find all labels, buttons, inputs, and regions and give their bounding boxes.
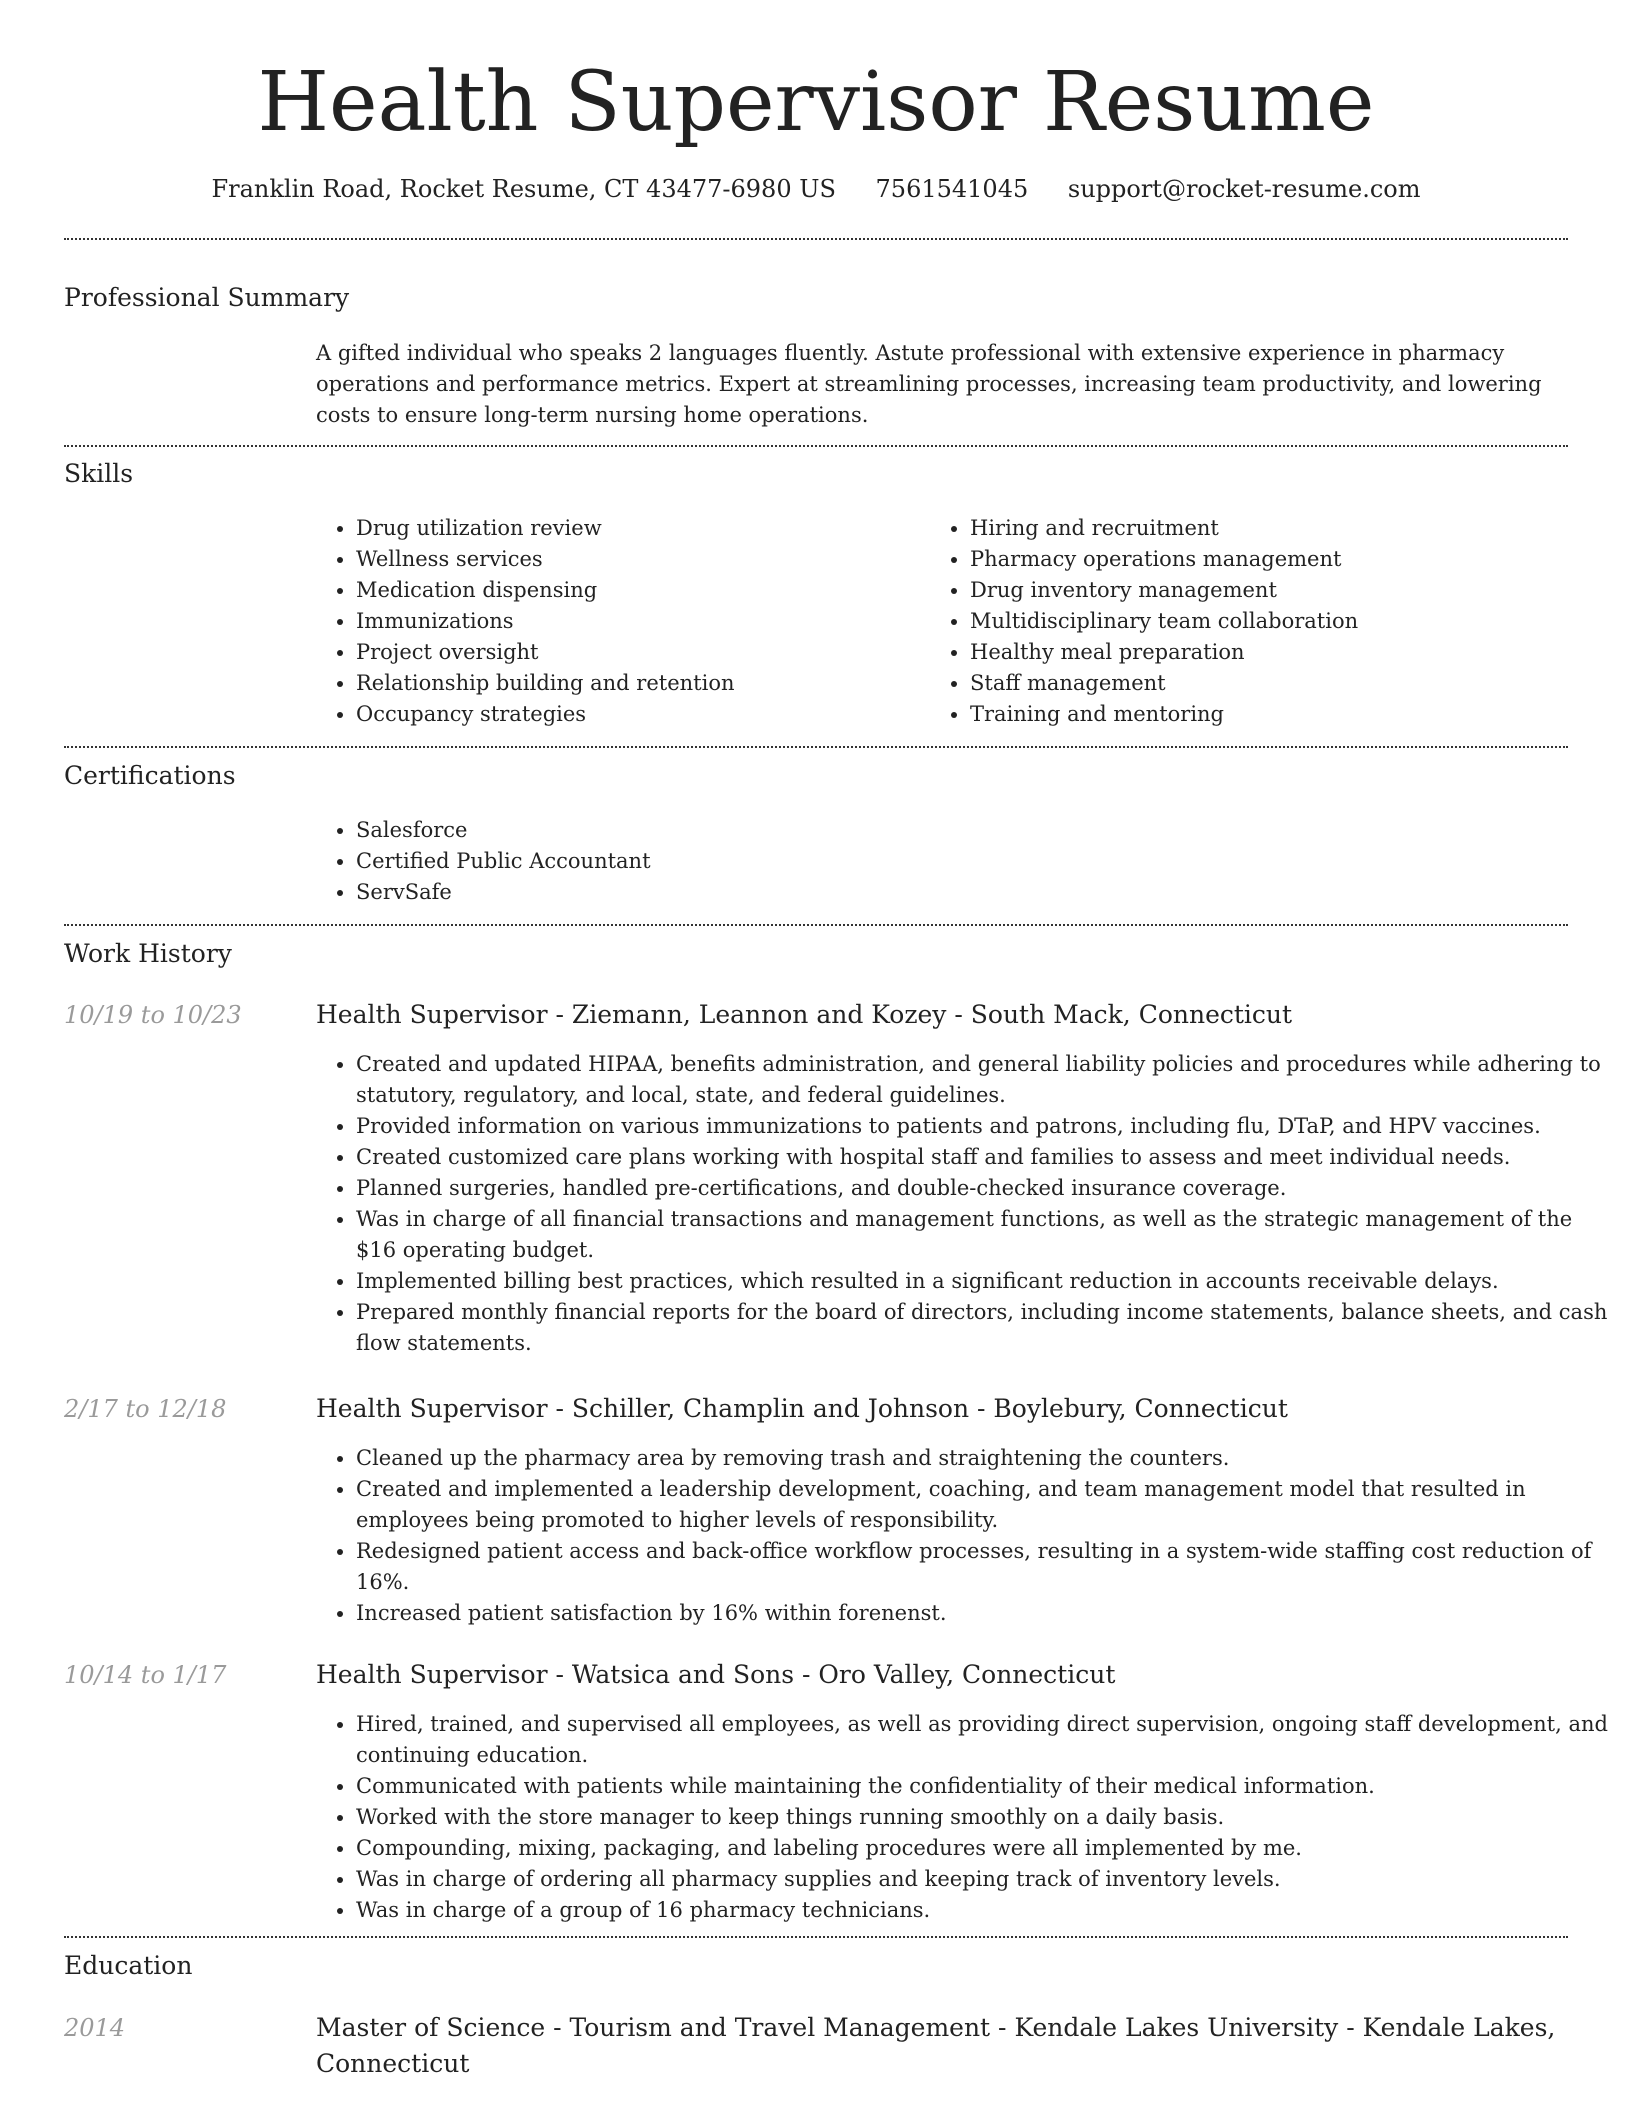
section-divider	[64, 924, 1568, 926]
job-bullets	[312, 1049, 1612, 1359]
work-history-heading: Work History	[64, 939, 232, 968]
job-date: 10/14 to 1/17	[64, 1661, 227, 1689]
list-item: • Communicated with patients while maintaining the confidentiality of their medical information.	[356, 1771, 1612, 1802]
education-date: 2014	[64, 2014, 126, 2042]
list-item: • Multidisciplinary team collaboration	[970, 606, 1610, 637]
list-item: • Created and implemented a leadership development, coaching, and team management model that resulted in employees being promoted to higher levels of responsibility.	[356, 1474, 1612, 1536]
contact-address: Franklin Road, Rocket Resume, CT 43477-6980 US	[211, 175, 836, 203]
job-bullets	[312, 1443, 1612, 1629]
list-item: • Worked with the store manager to keep things running smoothly on a daily basis.	[356, 1802, 1612, 1833]
list-item: • Was in charge of a group of 16 pharmacy technicians.	[356, 1895, 1612, 1926]
list-item: • Salesforce	[356, 815, 1612, 846]
contact-email: support@rocket-resume.com	[1067, 175, 1421, 203]
list-item: • Relationship building and retention	[356, 668, 916, 699]
section-divider	[64, 1936, 1568, 1938]
contact-phone: 7561541045	[875, 175, 1029, 203]
job-title: Health Supervisor - Watsica and Sons - Oro Valley, Connecticut	[316, 1660, 1116, 1689]
skills-heading: Skills	[64, 459, 134, 488]
section-divider	[64, 238, 1568, 240]
list-item: • Implemented billing best practices, which resulted in a significant reduction in accounts receivable delays.	[356, 1266, 1612, 1297]
certifications-list	[312, 815, 1612, 908]
list-item: • Created and updated HIPAA, benefits administration, and general liability policies and procedures while adhering to statutory, regulatory, and local, state, and federal guidelines.	[356, 1049, 1612, 1111]
list-item: • Drug inventory management	[970, 575, 1610, 606]
list-item: • Training and mentoring	[970, 699, 1610, 730]
list-item: • Created customized care plans working with hospital staff and families to assess and meet individual needs.	[356, 1142, 1612, 1173]
summary-heading: Professional Summary	[64, 283, 350, 312]
job-title: Health Supervisor - Ziemann, Leannon and Kozey - South Mack, Connecticut	[316, 1000, 1293, 1029]
summary-text: A gifted individual who speaks 2 languages fluently. Astute professional with extensive experience in pharmacy operations and performance metrics. Expert at streamlining processes, increasing team productivity, and lowering costs to ensure long-term nursing home operations.	[316, 341, 1542, 427]
list-item: • Provided information on various immunizations to patients and patrons, including flu, DTaP, and HPV vaccines.	[356, 1111, 1612, 1142]
list-item: • Hiring and recruitment	[970, 513, 1610, 544]
list-item: • Wellness services	[356, 544, 916, 575]
list-item: • Healthy meal preparation	[970, 637, 1610, 668]
certifications-heading: Certifications	[64, 761, 236, 790]
list-item: • Planned surgeries, handled pre-certifications, and double-checked insurance coverage.	[356, 1173, 1612, 1204]
section-divider	[64, 445, 1568, 447]
list-item: • ServSafe	[356, 877, 1612, 908]
list-item: • Immunizations	[356, 606, 916, 637]
job-date: 2/17 to 12/18	[64, 1395, 227, 1423]
resume-title: Health Supervisor Resume	[257, 55, 1375, 150]
job-date: 10/19 to 10/23	[64, 1001, 242, 1029]
list-item: • Prepared monthly financial reports for the board of directors, including income statements, balance sheets, and cash flow statements.	[356, 1297, 1612, 1359]
job-bullets	[312, 1709, 1612, 1926]
list-item: • Hired, trained, and supervised all employees, as well as providing direct supervision, ongoing staff development, and continuing education.	[356, 1709, 1612, 1771]
skills-list-right	[926, 513, 1610, 730]
list-item: • Occupancy strategies	[356, 699, 916, 730]
list-item: • Was in charge of ordering all pharmacy supplies and keeping track of inventory levels.	[356, 1864, 1612, 1895]
list-item: • Certified Public Accountant	[356, 846, 1612, 877]
skills-list-left	[312, 513, 916, 730]
list-item: • Increased patient satisfaction by 16% within forenenst.	[356, 1598, 1612, 1629]
list-item: • Medication dispensing	[356, 575, 916, 606]
list-item: • Was in charge of all financial transactions and management functions, as well as the strategic management of the $16 operating budget.	[356, 1204, 1612, 1266]
list-item: • Pharmacy operations management	[970, 544, 1610, 575]
list-item: • Project oversight	[356, 637, 916, 668]
list-item: • Redesigned patient access and back-office workflow processes, resulting in a system-wide staffing cost reduction of 16%.	[356, 1536, 1612, 1598]
contact-line	[0, 169, 1632, 209]
job-title: Health Supervisor - Schiller, Champlin and Johnson - Boylebury, Connecticut	[316, 1394, 1288, 1423]
list-item: • Compounding, mixing, packaging, and labeling procedures were all implemented by me.	[356, 1833, 1612, 1864]
education-heading: Education	[64, 1951, 193, 1980]
list-item: • Cleaned up the pharmacy area by removing trash and straightening the counters.	[356, 1443, 1612, 1474]
list-item: • Staff management	[970, 668, 1610, 699]
section-divider	[64, 746, 1568, 748]
list-item: • Drug utilization review	[356, 513, 916, 544]
education-degree: Master of Science - Tourism and Travel Management - Kendale Lakes University - Kendale Lakes, Connecticut	[316, 2013, 1556, 2078]
